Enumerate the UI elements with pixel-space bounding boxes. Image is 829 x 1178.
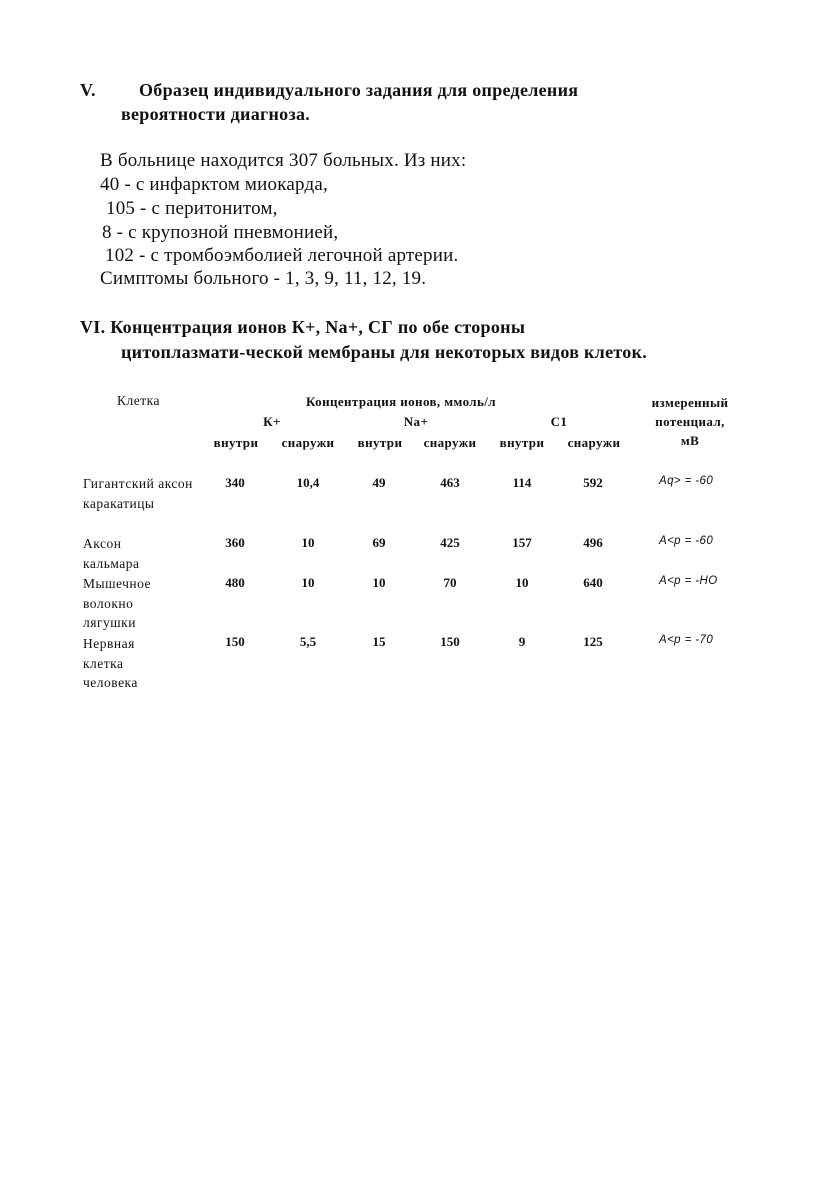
table-header-cell: Клетка [117, 393, 160, 408]
table-header-concentration: Концентрация ионов, ммоль/л [306, 394, 496, 409]
table-cell-k-outside: 5,5 [299, 634, 317, 649]
table-header-ion-cl: С1 [550, 414, 568, 429]
section-5-title-line-2: вероятности диагноза. [121, 104, 311, 124]
table-cell-na-inside: 10 [372, 575, 386, 590]
table-header-ion-na: Na+ [403, 414, 429, 429]
table-cell-cl-inside: 10 [515, 575, 529, 590]
section-6-title-line-2: цитоплазмати-ческой мембраны для некоторых видов клеток. [121, 342, 648, 362]
table-cell-na-inside: 49 [372, 475, 386, 490]
table-cell-na-outside: 463 [440, 475, 460, 490]
table-cell-na-outside: 150 [440, 634, 460, 649]
table-subheader-k-outside: снаружи [281, 435, 335, 450]
body-line-3: 105 - с перитонитом, [106, 198, 278, 219]
table-header-ion-k: К+ [263, 414, 281, 429]
section-6-title-line-1: VI. Концентрация ионов К+, Na+, СГ по обе стороны [80, 317, 526, 337]
table-header-potential-line-3: мВ [680, 433, 700, 448]
table-cell-potential: A<p = -НО [659, 575, 718, 587]
table-cell-k-outside: 10,4 [296, 475, 320, 490]
table-cell-potential: Aq> = -60 [659, 475, 714, 487]
table-header-potential-line-1: измеренный [651, 395, 729, 410]
table-cell-k-outside: 10 [301, 575, 315, 590]
table-subheader-cl-outside: снаружи [567, 435, 621, 450]
table-cell-cl-outside: 496 [583, 535, 603, 550]
body-line-6: Симптомы больного - 1, 3, 9, 11, 12, 19. [100, 268, 427, 289]
table-cell-cl-inside: 157 [512, 535, 532, 550]
table-cell-cl-outside: 592 [583, 475, 603, 490]
table-cell-potential: A<p = -70 [659, 634, 714, 646]
body-line-4: 8 - с крупозной пневмонией, [102, 222, 339, 243]
body-line-5: 102 - с тромбоэмболией легочной артерии. [105, 245, 459, 266]
table-row-label: Аксон кальмара [83, 536, 140, 571]
section-5-number: V. [80, 80, 96, 100]
table-cell-k-inside: 150 [225, 634, 245, 649]
table-row-label: Мышечное волокно лягушки [83, 576, 152, 630]
table-cell-cl-inside: 9 [518, 634, 526, 649]
body-line-1: В больнице находится 307 больных. Из них: [100, 150, 467, 171]
table-row-label: Гигантский аксон каракатицы [83, 476, 193, 511]
table-cell-potential: A<p = -60 [659, 535, 714, 547]
table-cell-k-inside: 360 [225, 535, 245, 550]
table-subheader-na-inside: внутри [357, 435, 403, 450]
body-line-2: 40 - с инфарктом миокарда, [100, 174, 328, 195]
table-subheader-k-inside: внутри [213, 435, 259, 450]
table-cell-k-outside: 10 [301, 535, 315, 550]
section-5-title-line-1: Образец индивидуального задания для определения [139, 80, 579, 100]
table-subheader-cl-inside: внутри [499, 435, 545, 450]
table-cell-cl-outside: 125 [583, 634, 603, 649]
table-cell-na-outside: 425 [440, 535, 460, 550]
table-cell-na-outside: 70 [443, 575, 457, 590]
table-cell-na-inside: 15 [372, 634, 386, 649]
table-cell-k-inside: 480 [225, 575, 245, 590]
table-cell-cl-inside: 114 [512, 475, 532, 490]
table-cell-k-inside: 340 [225, 475, 245, 490]
table-cell-cl-outside: 640 [583, 575, 603, 590]
table-cell-na-inside: 69 [372, 535, 386, 550]
table-subheader-na-outside: снаружи [423, 435, 477, 450]
table-row-label: Нервная клетка человека [83, 636, 138, 690]
table-header-potential-line-2: потенциал, [655, 414, 725, 429]
